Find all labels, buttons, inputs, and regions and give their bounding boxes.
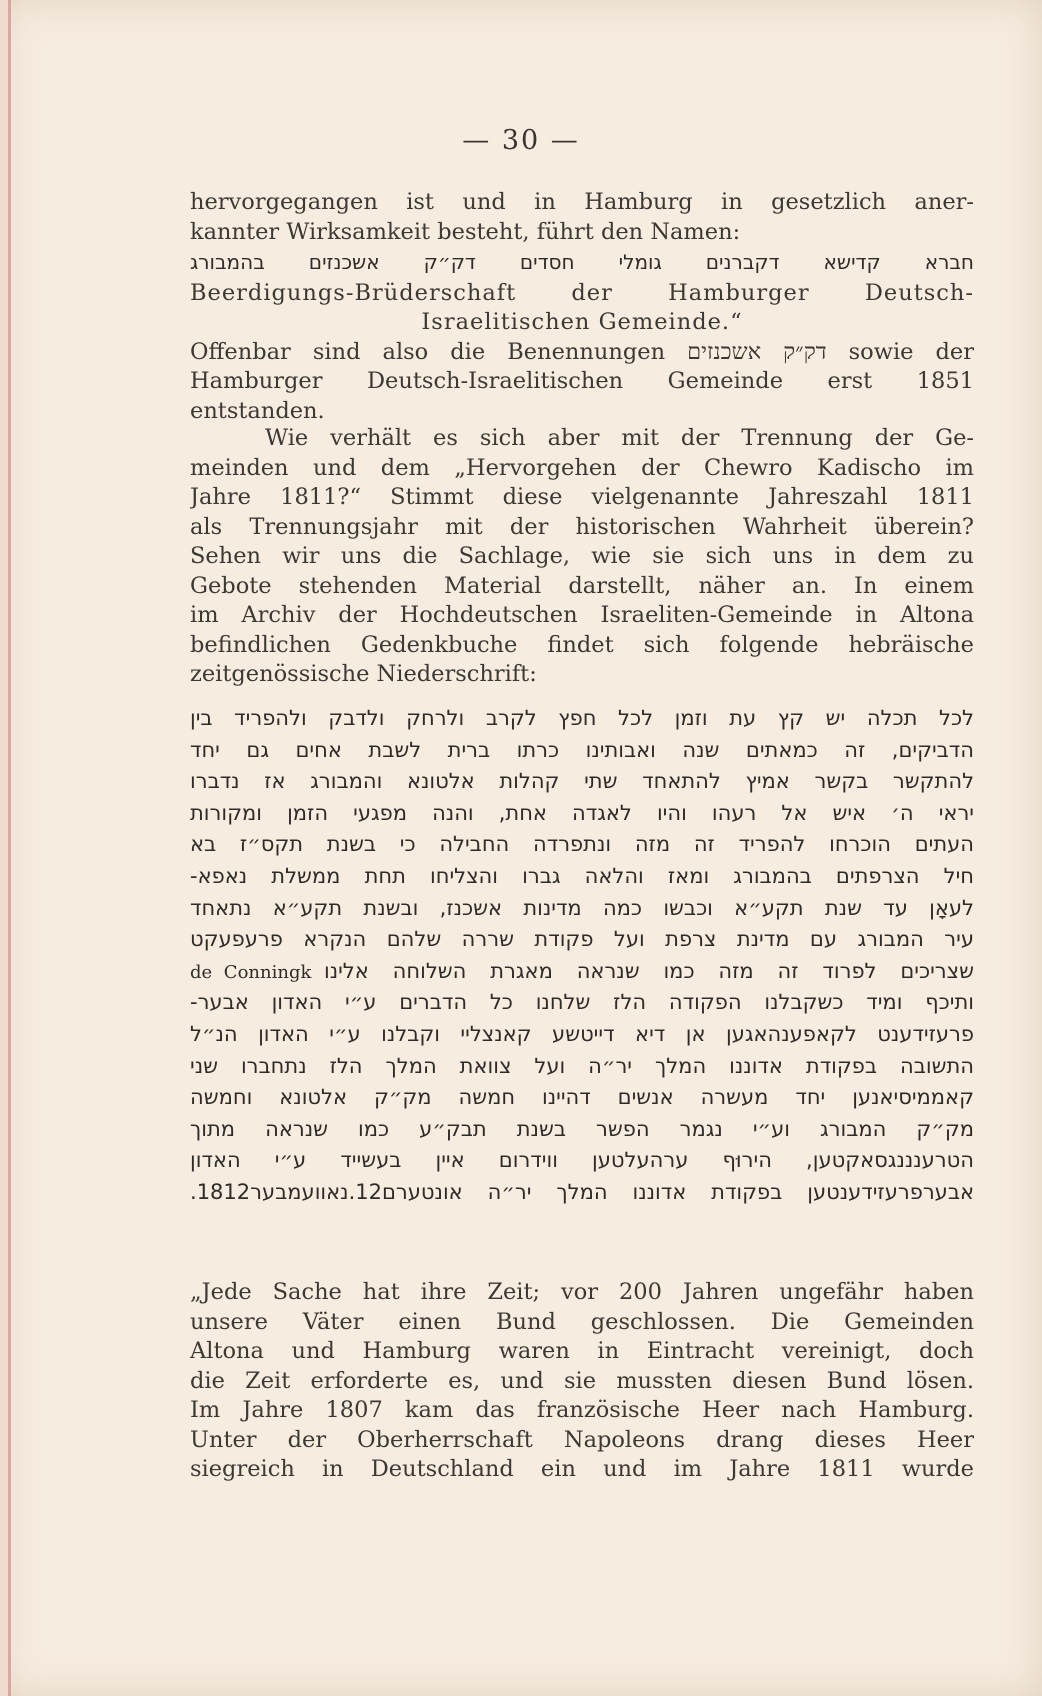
page-number: — 30 — <box>462 125 580 156</box>
paragraph-2 <box>190 424 974 690</box>
page-edge-line <box>8 0 11 1696</box>
hebrew-text: שצריכים לפרוד זה מזה כמו שנראה מאגרת השלוחה אלינו <box>323 958 974 983</box>
text-line: Sehen wir uns die Sachlage, wie sie sich uns in dem zu <box>190 543 974 569</box>
hebrew-line: פרעזידענט לקאפענהאגען אן דיא דייטשע קאנצליי וקבלנו ע״י האדון הנ״ל <box>190 1021 974 1046</box>
text-line: unsere Väter einen Bund geschlossen. Die Gemeinden <box>190 1308 974 1335</box>
hebrew-line: חיל הצרפתים בהמבורג ומאז והלאה גברו והצליחו תחת ממשלת נאפא- <box>190 863 974 888</box>
text-line: Altona und Hamburg waren in Eintracht vereinigt, doch <box>190 1338 974 1364</box>
paragraph-3 <box>190 1278 974 1485</box>
text-line: siegreich in Deutschland ein und im Jahre 1811 wurde <box>190 1456 974 1482</box>
hebrew-line: ותיכף ומיד כשקבלנו הפקודה הלז שלחנו כל הדברים ע״י האדון אבער- <box>190 990 974 1015</box>
hebrew-line: לעאָן עד שנת תקע״א וכבשו כמה מדינות אשכנז, ובשנת תקע״א נתאחד <box>190 895 974 920</box>
text-line: Gebote stehenden Material darstellt, näher an. In einem <box>190 572 974 599</box>
text-line: als Trennungsjahr mit der historischen Wahrheit überein? <box>190 513 974 540</box>
text-line: kannter Wirksamkeit besteht, führt den Namen: <box>190 218 741 245</box>
text-line: im Archiv der Hochdeutschen Israeliten-Gemeinde in Altona <box>190 602 974 628</box>
text-line: Jahre 1811?“ Stimmt diese vielgenannte Jahreszahl 1811 <box>190 484 974 510</box>
hebrew-line: אבערפרעזידענטען בפקודת אדוננו המלך יר״ה אונטערם12.נאוועמבער1812. <box>190 1179 974 1204</box>
hebrew-line: לכל תכלה יש קץ עת וזמן לכל חפץ לקרב ולרחק ולדבק ולהפריד בין <box>190 706 974 730</box>
hebrew-line: להתקשר בקשר אמיץ להתאחד שתי קהלות אלטונא והמבורג אז נדברו <box>190 769 974 794</box>
text-line: hervorgegangen ist und in Hamburg in gesetzlich aner- <box>190 189 974 215</box>
hebrew-line: חברא קדישא דקברנים גומלי חסדים דק״ק אשכנזים בהמבורג <box>190 250 974 274</box>
text-line: Unter der Oberherrschaft Napoleons drang dieses Heer <box>190 1426 974 1453</box>
text-line: zeitgenössische Niederschrift: <box>190 661 537 687</box>
text-line: Hamburger Deutsch-Israelitischen Gemeinde erst 1851 <box>190 368 974 395</box>
hebrew-quotation <box>190 703 974 1209</box>
text-line: meinden und dem „Hervorgehen der Chewro Kadischo im <box>190 454 974 481</box>
hebrew-line: יראי ה׳ איש אל רעהו והיו לאגדה אחת, והנה מפגעי הזמן ומקורות <box>190 800 974 825</box>
text-line: Israelitischen Gemeinde.“ <box>421 309 743 336</box>
text-line: „Jede Sache hat ihre Zeit; vor 200 Jahren ungefähr haben <box>190 1279 974 1305</box>
text-line: befindlichen Gedenkbuche findet sich folgende hebräische <box>190 631 974 658</box>
text-line: Offenbar sind also die Benennungen דק״ק אשכנזים sowie der <box>190 338 974 365</box>
hebrew-line: התשובה בפקודת אדוננו המלך יר״ה ועל צוואת המלך הלז נתחברו שני <box>190 1053 974 1078</box>
hebrew-mixed-line <box>190 956 974 988</box>
text-line: Beerdigungs-Brüderschaft der Hamburger Deutsch- <box>190 279 974 306</box>
text-line: die Zeit erforderte es, und sie mussten diesen Bund lösen. <box>190 1367 974 1394</box>
paragraph-1 <box>190 188 974 426</box>
hebrew-line: הדביקים, זה כמאתים שנה ואבותינו כרתו ברית לשבת אחים גם יחד <box>190 737 974 762</box>
latin-name: de Conningk <box>190 961 312 983</box>
hebrew-line: עיר המבורג עם מדינת צרפת ועל פקודת שררה שלהם הנקרא פרעפעקט <box>190 927 974 952</box>
text-line: Im Jahre 1807 kam das französische Heer nach Hamburg. <box>190 1397 974 1423</box>
hebrew-line: הטרענננגסאקטען, הירוּף ערהעלטען ווידרום איין בעשייד ע״י האדון <box>190 1148 974 1173</box>
hebrew-line: קאממיסיאנען יחד מעשרה אנשים דהיינו חמשה מק״ק אלטונא וחמשה <box>190 1085 974 1110</box>
hebrew-line: מק״ק המבורג וע״י נגמר הפשר בשנת תבק״ע כמו שנראה מתוך <box>190 1116 974 1141</box>
text-line: entstanden. <box>190 397 325 424</box>
page-edge-shadow <box>0 0 8 1696</box>
text-line: Wie verhält es sich aber mit der Trennung der Ge- <box>265 425 974 451</box>
hebrew-line: העתים הוכרחו להפריד זה מזה ונתפרדה החבילה כי בשנת תקס״ז בא <box>190 832 974 857</box>
